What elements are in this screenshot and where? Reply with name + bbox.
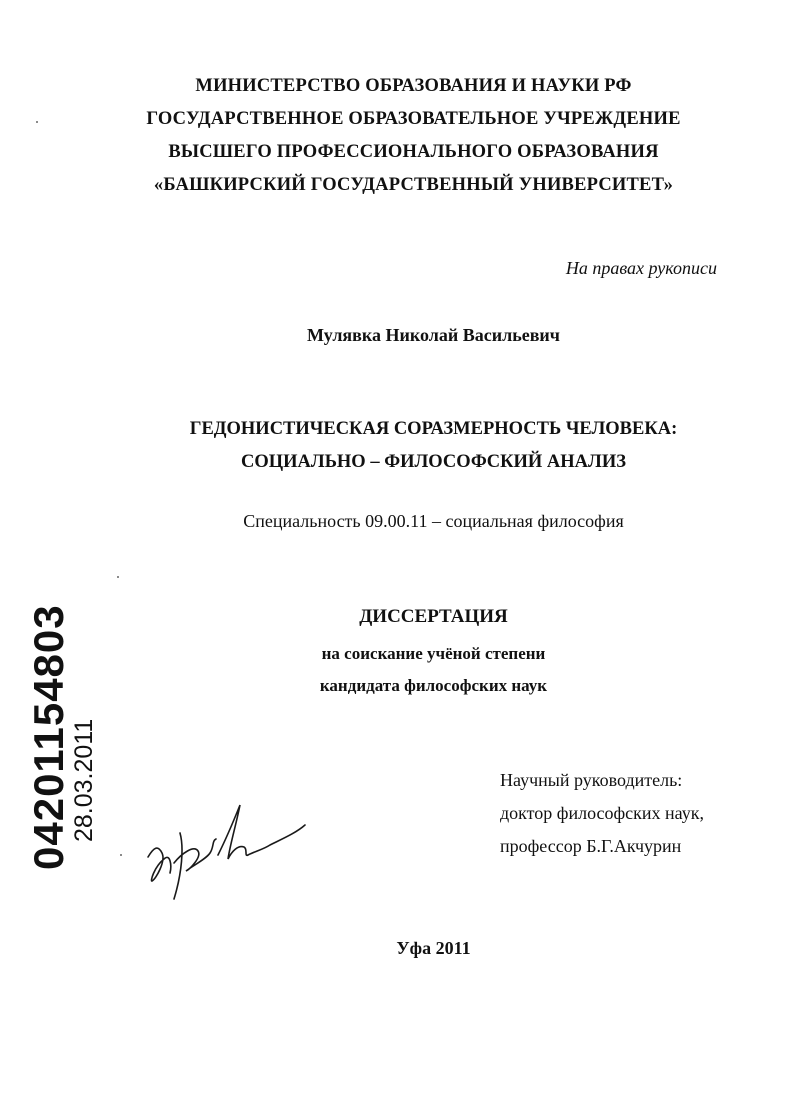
advisor-label: Научный руководитель: <box>500 770 683 790</box>
header-line-university: «БАШКИРСКИЙ ГОСУДАРСТВЕННЫЙ УНИВЕРСИТЕТ» <box>153 175 674 195</box>
author-name: Мулявка Николай Васильевич <box>307 325 560 345</box>
scan-speck <box>120 854 122 856</box>
stamp-number: 04201154803 <box>25 604 72 870</box>
institution-header <box>30 70 797 202</box>
specialty-line: Специальность 09.00.11 – социальная философия <box>243 511 624 531</box>
advisor-degree: доктор философских наук, <box>500 803 704 823</box>
title-line-1: ГЕДОНИСТИЧЕСКАЯ СОРАЗМЕРНОСТЬ ЧЕЛОВЕКА: <box>189 419 678 439</box>
title-line-2: СОЦИАЛЬНО – ФИЛОСОФСКИЙ АНАЛИЗ <box>241 452 626 472</box>
degree-line-1: на соискание учёной степени <box>321 644 546 663</box>
manuscript-note: На правах рукописи <box>565 258 717 278</box>
degree-block <box>70 638 797 702</box>
header-line-level: ВЫСШЕГО ПРОФЕССИОНАЛЬНОГО ОБРАЗОВАНИЯ <box>168 142 659 162</box>
header-line-ministry: МИНИСТЕРСТВО ОБРАЗОВАНИЯ И НАУКИ РФ <box>195 76 632 96</box>
scan-speck <box>36 121 38 123</box>
stamp-date: 28.03.2011 <box>70 718 98 842</box>
dissertation-title <box>70 413 797 479</box>
degree-line-2: кандидата философских наук <box>319 676 548 695</box>
header-line-institution: ГОСУДАРСТВЕННОЕ ОБРАЗОВАТЕЛЬНОЕ УЧРЕЖДЕНИЕ <box>146 109 681 129</box>
scan-speck <box>117 576 119 578</box>
advisor-block <box>500 764 704 863</box>
city-year: Уфа 2011 <box>396 938 471 958</box>
library-stamp <box>27 604 99 870</box>
signature-image <box>140 795 315 905</box>
dissertation-label: ДИССЕРТАЦИЯ <box>359 606 508 627</box>
advisor-name: профессор Б.Г.Акчурин <box>500 836 682 856</box>
